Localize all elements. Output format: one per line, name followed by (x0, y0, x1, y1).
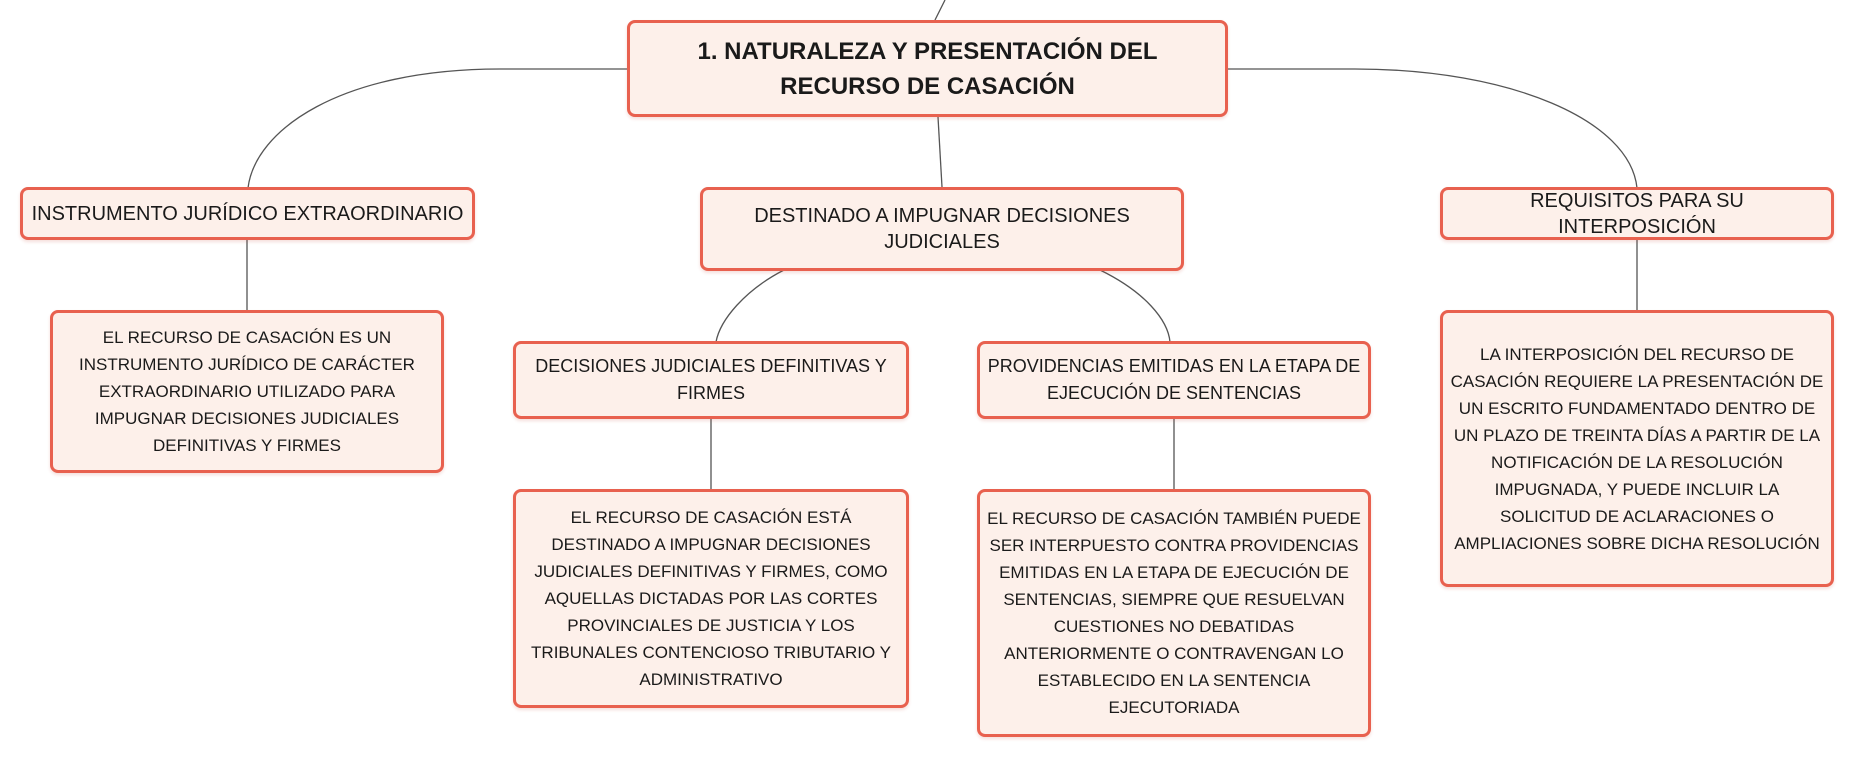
subtopic-decisiones-definitivas[interactable] (513, 341, 909, 419)
connector-root-to-requisitos (1228, 69, 1637, 188)
connector-destinado-to-providencias (1100, 270, 1170, 342)
detail-text: EL RECURSO DE CASACIÓN ESTÁ DESTINADO A IMPUGNAR DECISIONES JUDICIALES DEFINITIVAS Y FIRMES, COMO AQUELLAS DICTADAS POR LAS CORTES PROVINCIALES DE JUSTICIA Y LOS TRIBUNALES CONTENCIOSO TRIBUTARIO Y ADMINISTRATIVO (531, 508, 891, 689)
topic-label: REQUISITOS PARA SU INTERPOSICIÓN (1530, 189, 1744, 238)
subtopic-label: DECISIONES JUDICIALES DEFINITIVAS Y FIRMES (535, 356, 887, 403)
topic-label: INSTRUMENTO JURÍDICO EXTRAORDINARIO (31, 202, 464, 225)
detail-text: EL RECURSO DE CASACIÓN ES UN INSTRUMENTO JURÍDICO DE CARÁCTER EXTRAORDINARIO UTILIZADO PARA IMPUGNAR DECISIONES JUDICIALES DEFINITIVAS Y FIRMES (79, 328, 415, 455)
subtopic-providencias-ejecucion[interactable] (977, 341, 1371, 419)
connector-parent-to-root (935, 0, 945, 20)
connector-destinado-to-decisiones (716, 270, 784, 342)
detail-text: LA INTERPOSICIÓN DEL RECURSO DE CASACIÓN REQUIERE LA PRESENTACIÓN DE UN ESCRITO FUNDAMENTADO DENTRO DE UN PLAZO DE TREINTA DÍAS A PARTIR DE LA NOTIFICACIÓN DE LA RESOLUCIÓN IMPUGNADA, Y PUEDE INCLUIR LA SOLICITUD DE ACLARACIONES O AMPLIACIONES SOBRE DICHA RESOLUCIÓN (1450, 344, 1824, 553)
topic-destinado-impugnar[interactable] (700, 187, 1184, 271)
root-topic-label: 1. NATURALEZA Y PRESENTACIÓN DEL RECURSO DE CASACIÓN (697, 37, 1158, 100)
detail-text: EL RECURSO DE CASACIÓN TAMBIÉN PUEDE SER INTERPUESTO CONTRA PROVIDENCIAS EMITIDAS EN LA ETAPA DE EJECUCIÓN DE SENTENCIAS, SIEMPRE QUE RESUELVAN CUESTIONES NO DEBATIDAS ANTERIORMENTE O CONTRAVENGAN LO ESTABLECIDO EN LA SENTENCIA EJECUTORIADA (987, 509, 1361, 717)
detail-instrumento-juridico[interactable] (50, 310, 444, 473)
root-topic[interactable] (627, 20, 1228, 117)
connector-root-to-instrumento (248, 69, 627, 188)
topic-requisitos-interposicion[interactable] (1440, 187, 1834, 240)
connector-root-to-destinado (938, 117, 942, 187)
detail-providencias-ejecucion[interactable] (977, 489, 1371, 737)
detail-decisiones-definitivas[interactable] (513, 489, 909, 708)
subtopic-label: PROVIDENCIAS EMITIDAS EN LA ETAPA DE EJECUCIÓN DE SENTENCIAS (987, 356, 1361, 403)
topic-instrumento-juridico[interactable] (20, 187, 475, 240)
topic-label: DESTINADO A IMPUGNAR DECISIONES JUDICIALES (754, 205, 1130, 253)
detail-requisitos-interposicion[interactable] (1440, 310, 1834, 587)
